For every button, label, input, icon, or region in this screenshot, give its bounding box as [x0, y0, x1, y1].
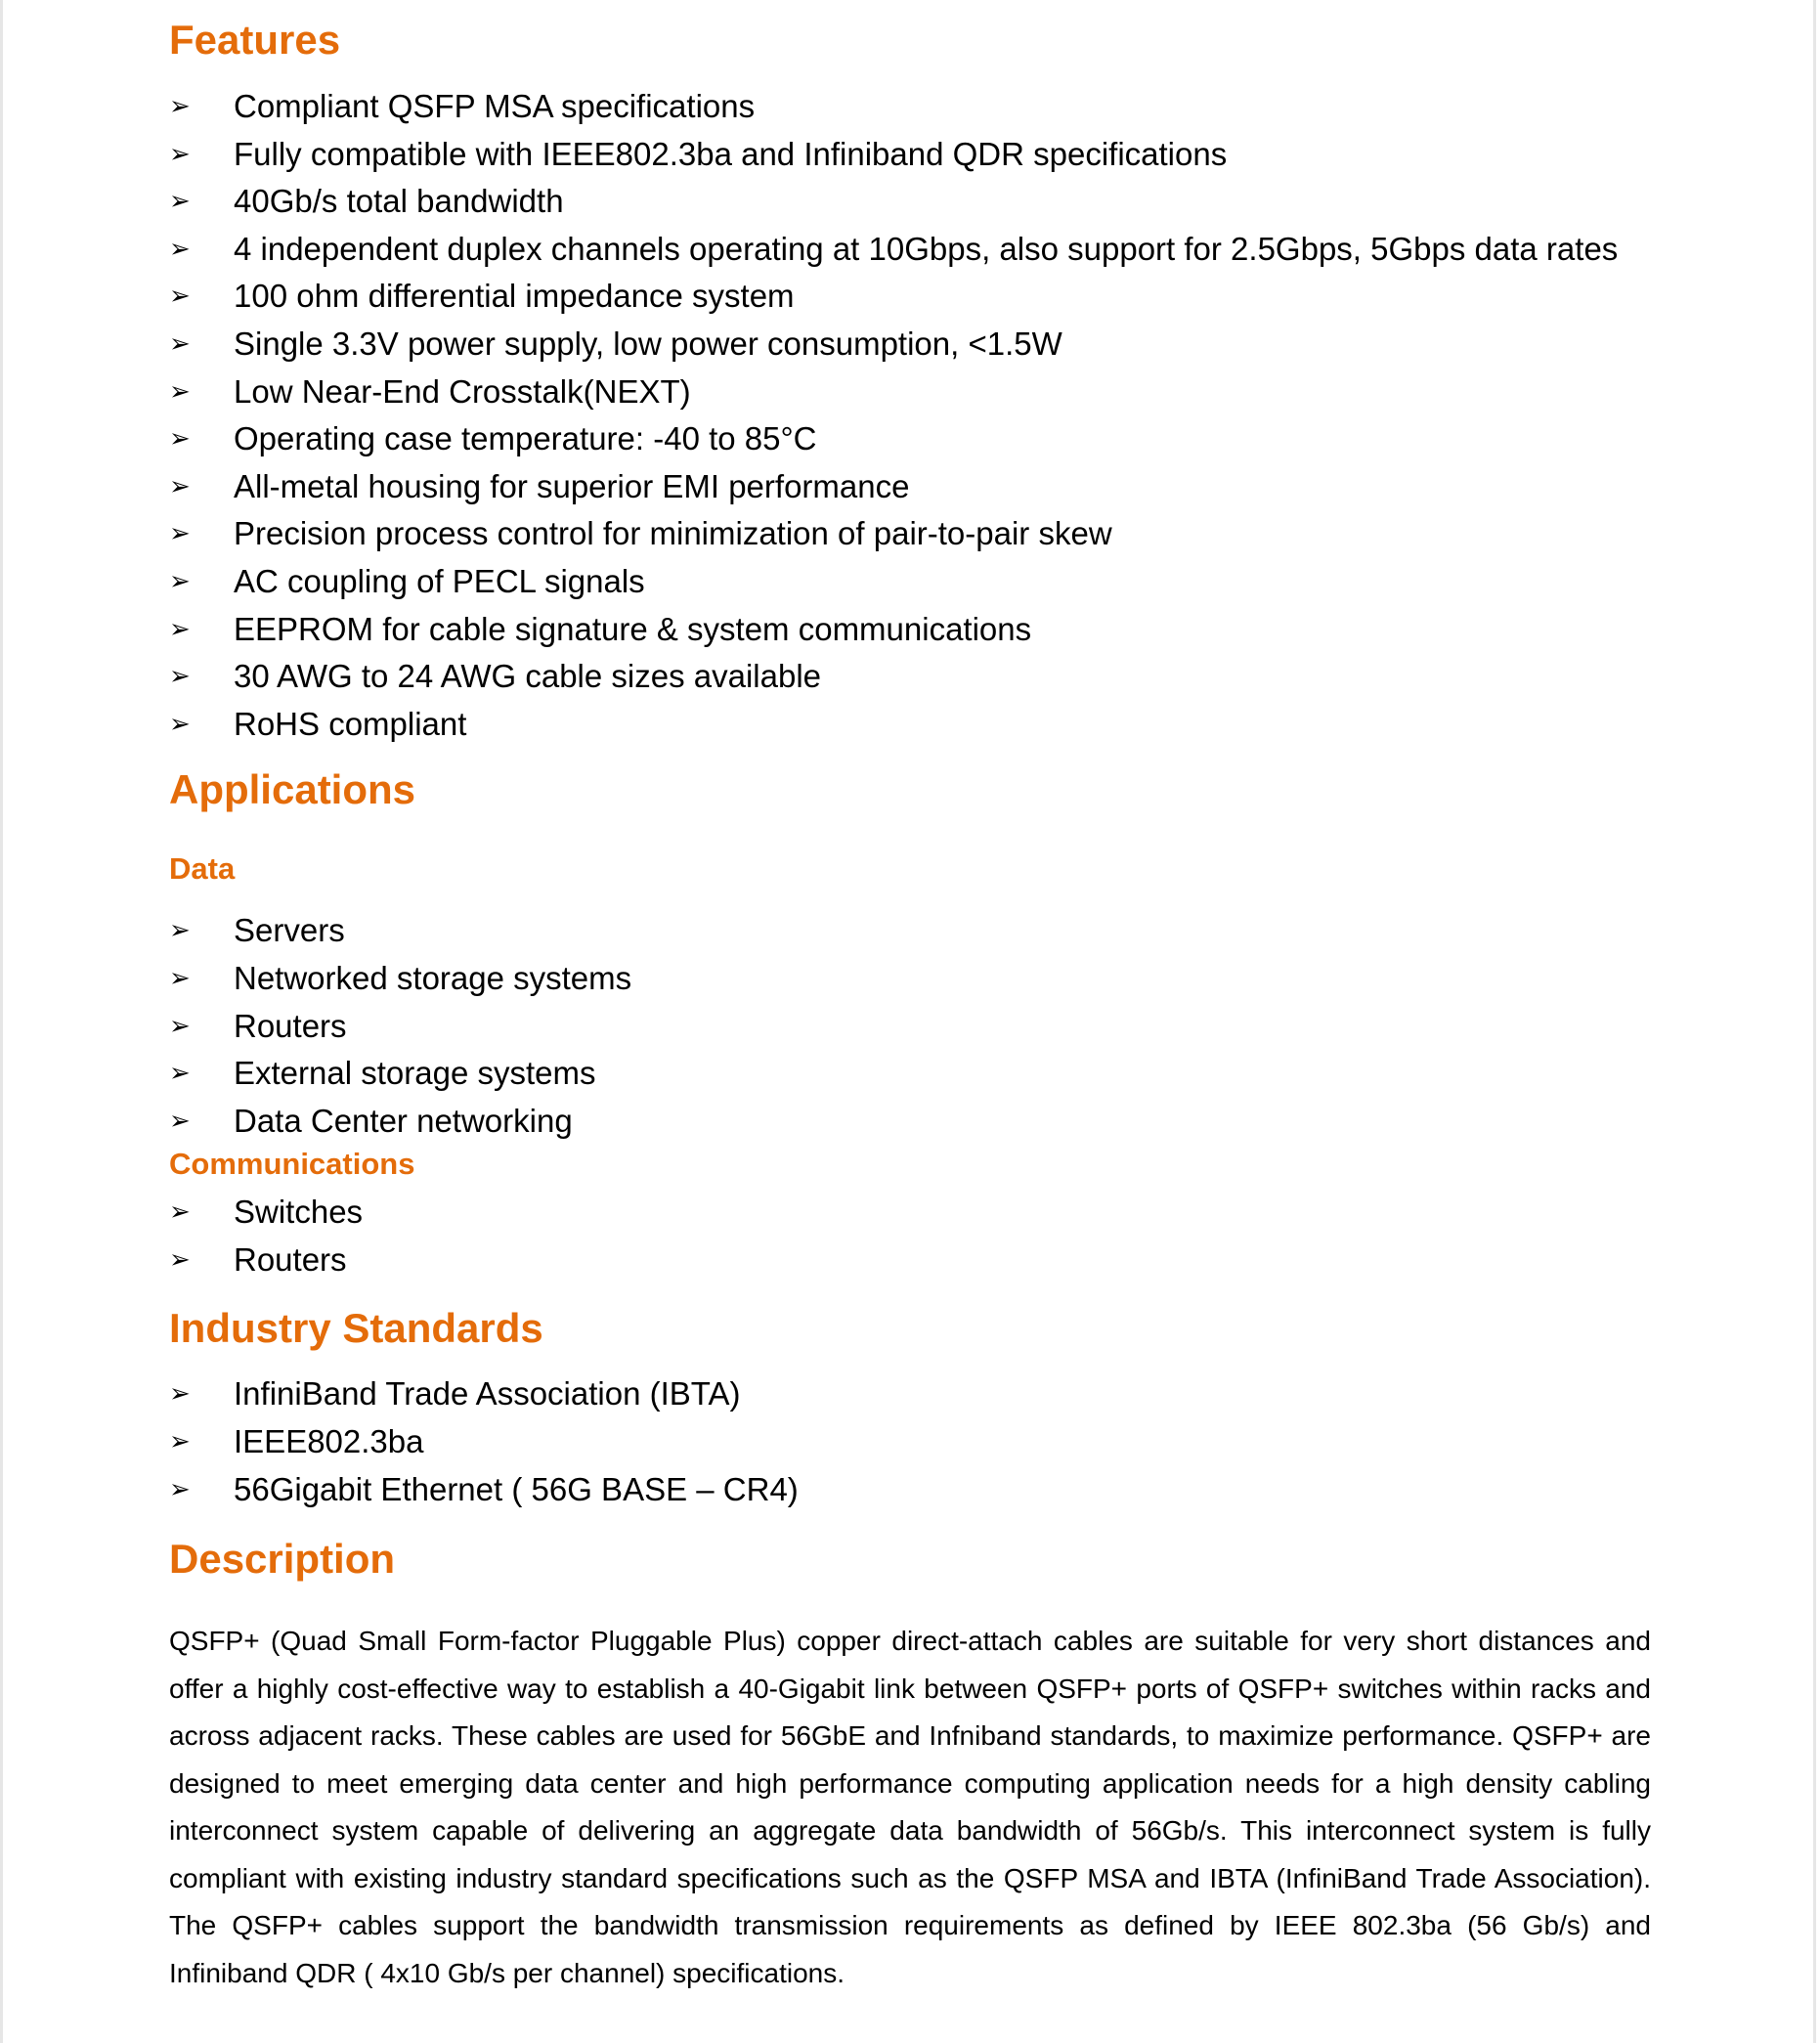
- list-item-text: EEPROM for cable signature & system communications: [234, 610, 1032, 647]
- list-item-text: Routers: [234, 1007, 347, 1044]
- description-heading: Description: [169, 1536, 396, 1583]
- arrowhead-bullet-icon: ➢: [169, 614, 191, 644]
- list-item-text: Operating case temperature: -40 to 85°C: [234, 420, 817, 457]
- arrowhead-bullet-icon: ➢: [169, 1244, 191, 1275]
- arrowhead-bullet-icon: ➢: [169, 519, 191, 549]
- list-item-text: Switches: [234, 1194, 364, 1231]
- list-item: [169, 226, 1665, 274]
- list-item-text: 4 independent duplex channels operating at 10Gbps, also support for 2.5Gbps, 5Gbps data rates: [234, 230, 1619, 267]
- list-item: [169, 1237, 1665, 1284]
- list-item-text: Fully compatible with IEEE802.3ba and Infiniband QDR specifications: [234, 135, 1228, 172]
- list-item-text: IEEE802.3ba: [234, 1423, 424, 1460]
- list-item-text: External storage systems: [234, 1055, 596, 1092]
- arrowhead-bullet-icon: ➢: [169, 1474, 191, 1504]
- arrowhead-bullet-icon: ➢: [169, 187, 191, 217]
- arrowhead-bullet-icon: ➢: [169, 709, 191, 739]
- list-item-text: Low Near-End Crosstalk(NEXT): [234, 372, 691, 410]
- list-item-text: 56Gigabit Ethernet ( 56G BASE – CR4): [234, 1470, 799, 1507]
- document-content: [169, 0, 1665, 1997]
- list-item: [169, 415, 1665, 463]
- arrowhead-bullet-icon: ➢: [169, 1106, 191, 1136]
- list-item-text: Routers: [234, 1240, 347, 1278]
- industry-standards-list: [169, 1370, 1665, 1513]
- arrowhead-bullet-icon: ➢: [169, 282, 191, 312]
- arrowhead-bullet-icon: ➢: [169, 234, 191, 264]
- list-item: [169, 606, 1665, 654]
- list-item: [169, 510, 1665, 558]
- list-item-text: Networked storage systems: [234, 959, 632, 996]
- data-subheading: Data: [169, 851, 236, 887]
- list-item-text: 40Gb/s total bandwidth: [234, 183, 564, 220]
- list-item-text: Servers: [234, 912, 345, 949]
- list-item: [169, 558, 1665, 606]
- list-item: [169, 701, 1665, 749]
- communications-subheading: Communications: [169, 1147, 415, 1182]
- list-item-text: 30 AWG to 24 AWG cable sizes available: [234, 658, 822, 695]
- applications-heading: Applications: [169, 766, 416, 813]
- list-item: [169, 321, 1665, 369]
- list-item: [169, 1050, 1665, 1098]
- arrowhead-bullet-icon: ➢: [169, 963, 191, 993]
- description-paragraph: QSFP+ (Quad Small Form-factor Pluggable Plus) copper direct-attach cables are suitable for very short distances and offer a highly cost-effective way to establish a 40-Gigabit link between QSFP+ ports of QSFP+ switches within racks and across adjacent racks. These cables are used for 56GbE and Infniband standards, to maximize performance. QSFP+ are designed to meet emerging data center and high performance computing application needs for a high density cabling interconnect system capable of delivering an aggregate data bandwidth of 56Gb/s. This interconnect system is fully compliant with existing industry standard specifications such as the QSFP MSA and IBTA (InfiniBand Trade Association). The QSFP+ cables support the bandwidth transmission requirements as defined by IEEE 802.3ba (56 Gb/s) and Infiniband QDR ( 4x10 Gb/s per channel) specifications.: [169, 1626, 1651, 1988]
- description-body: [169, 1618, 1665, 1997]
- list-item: [169, 83, 1665, 131]
- list-item-text: AC coupling of PECL signals: [234, 562, 645, 599]
- features-list: [169, 83, 1665, 748]
- arrowhead-bullet-icon: ➢: [169, 92, 191, 121]
- list-item: [169, 955, 1665, 1003]
- list-item: [169, 273, 1665, 321]
- arrowhead-bullet-icon: ➢: [169, 471, 191, 501]
- list-item-text: Data Center networking: [234, 1102, 573, 1139]
- features-heading: Features: [169, 17, 341, 63]
- list-item: [169, 1098, 1665, 1146]
- list-item: [169, 178, 1665, 226]
- list-item: [169, 369, 1665, 416]
- arrowhead-bullet-icon: ➢: [169, 662, 191, 692]
- list-item-text: Single 3.3V power supply, low power consumption, <1.5W: [234, 325, 1062, 362]
- list-item: [169, 1189, 1665, 1237]
- list-item: [169, 907, 1665, 955]
- list-item: [169, 1370, 1665, 1418]
- arrowhead-bullet-icon: ➢: [169, 1197, 191, 1228]
- arrowhead-bullet-icon: ➢: [169, 1427, 191, 1457]
- arrowhead-bullet-icon: ➢: [169, 376, 191, 407]
- list-item-text: Compliant QSFP MSA specifications: [234, 88, 756, 124]
- list-item-text: RoHS compliant: [234, 705, 467, 742]
- list-item: [169, 1003, 1665, 1051]
- arrowhead-bullet-icon: ➢: [169, 328, 191, 359]
- arrowhead-bullet-icon: ➢: [169, 566, 191, 596]
- arrowhead-bullet-icon: ➢: [169, 1059, 191, 1089]
- industry-standards-heading: Industry Standards: [169, 1305, 543, 1352]
- arrowhead-bullet-icon: ➢: [169, 916, 191, 946]
- arrowhead-bullet-icon: ➢: [169, 1379, 191, 1410]
- list-item-text: All-metal housing for superior EMI performance: [234, 467, 910, 504]
- list-item: [169, 1418, 1665, 1466]
- list-item: [169, 653, 1665, 701]
- arrowhead-bullet-icon: ➢: [169, 139, 191, 169]
- list-item: [169, 131, 1665, 179]
- list-item: [169, 463, 1665, 511]
- list-item-text: InfiniBand Trade Association (IBTA): [234, 1375, 741, 1413]
- list-item-text: 100 ohm differential impedance system: [234, 278, 795, 315]
- communications-applications-list: [169, 1189, 1665, 1283]
- arrowhead-bullet-icon: ➢: [169, 1011, 191, 1041]
- arrowhead-bullet-icon: ➢: [169, 424, 191, 455]
- list-item-text: Precision process control for minimization of pair-to-pair skew: [234, 515, 1112, 552]
- list-item: [169, 1466, 1665, 1514]
- data-applications-list: [169, 907, 1665, 1145]
